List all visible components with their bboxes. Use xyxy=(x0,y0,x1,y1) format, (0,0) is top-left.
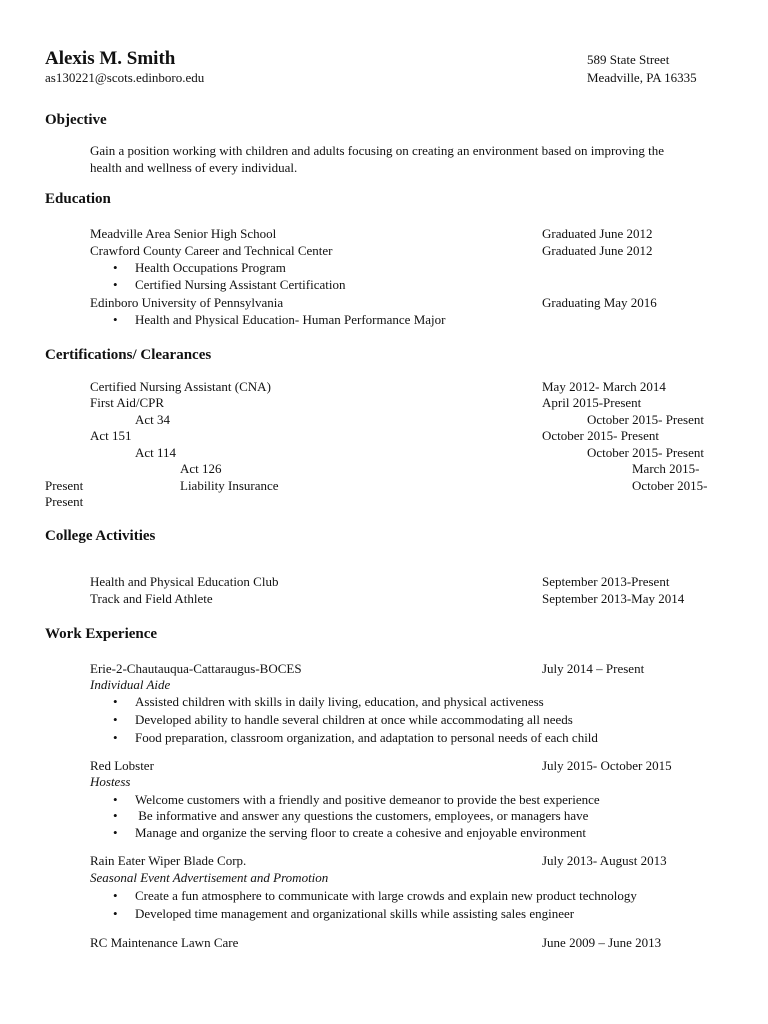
activity-date: September 2013-May 2014 xyxy=(542,591,685,606)
education-bullet: • Certified Nursing Assistant Certification xyxy=(135,277,346,293)
certification-date: October 2015- Present xyxy=(587,412,704,427)
job-bullet: • Be informative and answer any questions the customers, employees, or managers have xyxy=(135,808,588,824)
work-heading: Work Experience xyxy=(45,626,158,642)
certification-date: April 2015-Present xyxy=(542,395,642,410)
job-employer: Erie-2-Chautauqua-Cattaraugus-BOCES xyxy=(90,661,302,676)
certification-name: Act 126 xyxy=(180,461,222,476)
job-bullet: • Food preparation, classroom organization, and adaptation to personal needs of each child xyxy=(135,730,598,746)
education-bullet: • Health Occupations Program xyxy=(135,260,286,276)
job-bullet: • Manage and organize the serving floor to create a cohesive and enjoyable environment xyxy=(135,825,586,841)
job-employer: Red Lobster xyxy=(90,758,154,773)
job-bullet: • Developed time management and organizational skills while assisting sales engineer xyxy=(135,906,574,922)
job-title: Hostess xyxy=(90,774,131,789)
certification-name: Act 114 xyxy=(135,445,177,460)
certification-date: March 2015- xyxy=(632,461,700,476)
certification-name: Certified Nursing Assistant (CNA) xyxy=(90,379,271,394)
job-title: Individual Aide xyxy=(90,677,171,692)
address-street: 589 State Street xyxy=(587,52,670,67)
job-bullet: • Welcome customers with a friendly and positive demeanor to provide the best experience xyxy=(135,792,600,808)
job-employer: Rain Eater Wiper Blade Corp. xyxy=(90,853,247,868)
job-bullet: • Developed ability to handle several children at once while accommodating all needs xyxy=(135,712,573,728)
education-date: Graduating May 2016 xyxy=(542,295,657,310)
certification-date: October 2015- Present xyxy=(587,445,704,460)
certification-name: First Aid/CPR xyxy=(90,395,165,410)
job-bullet: • Assisted children with skills in daily living, education, and physical activeness xyxy=(135,694,544,710)
certifications-heading: Certifications/ Clearances xyxy=(45,347,212,363)
resume-name: Alexis M. Smith xyxy=(45,48,176,69)
job-date: July 2015- October 2015 xyxy=(542,758,672,773)
education-bullet: • Health and Physical Education- Human Performance Major xyxy=(135,312,445,328)
job-bullet: • Create a fun atmosphere to communicate with large crowds and explain new product technology xyxy=(135,888,637,904)
job-date: July 2013- August 2013 xyxy=(542,853,667,868)
education-school: Crawford County Career and Technical Center xyxy=(90,243,333,258)
certification-date-wrap: Present xyxy=(45,494,84,509)
education-heading: Education xyxy=(45,191,111,207)
certification-date: October 2015- Present xyxy=(542,428,659,443)
address-city: Meadville, PA 16335 xyxy=(587,70,697,85)
certification-date: May 2012- March 2014 xyxy=(542,379,666,394)
certification-date: October 2015- xyxy=(632,478,708,493)
certification-name: Act 151 xyxy=(90,428,132,443)
job-date: July 2014 – Present xyxy=(542,661,645,676)
objective-text-line-1: Gain a position working with children and adults focusing on creating an environment based on improving the xyxy=(90,143,665,158)
education-date: Graduated June 2012 xyxy=(542,226,653,241)
job-title: Seasonal Event Advertisement and Promotion xyxy=(90,870,329,885)
objective-heading: Objective xyxy=(45,112,107,128)
education-school: Edinboro University of Pennsylvania xyxy=(90,295,284,310)
job-date: June 2009 – June 2013 xyxy=(542,935,662,950)
education-school: Meadville Area Senior High School xyxy=(90,226,277,241)
email-address: as130221@scots.edinboro.edu xyxy=(45,70,205,85)
certification-name: Act 34 xyxy=(135,412,171,427)
activity-name: Track and Field Athlete xyxy=(90,591,213,606)
activities-heading: College Activities xyxy=(45,528,156,544)
certification-date-wrap: Present xyxy=(45,478,84,493)
activity-name: Health and Physical Education Club xyxy=(90,574,279,589)
activity-date: September 2013-Present xyxy=(542,574,670,589)
objective-text-line-2: health and wellness of every individual. xyxy=(90,160,298,175)
job-employer: RC Maintenance Lawn Care xyxy=(90,935,239,950)
certification-name: Liability Insurance xyxy=(180,478,279,493)
education-date: Graduated June 2012 xyxy=(542,243,653,258)
